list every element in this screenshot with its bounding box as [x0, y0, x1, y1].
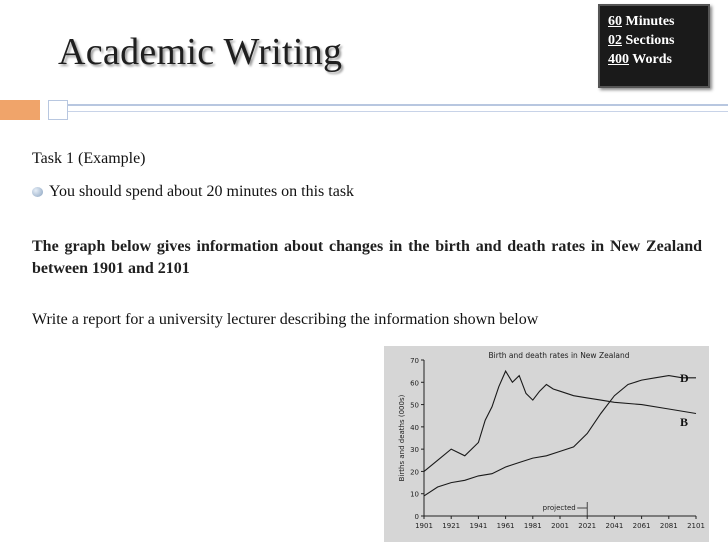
projected-annotation: projected: [542, 504, 576, 512]
x-tick-label: 2061: [632, 522, 651, 530]
x-tick-label: 1901: [415, 522, 433, 530]
y-tick-label: 60: [410, 379, 419, 388]
chart-svg: [384, 346, 709, 542]
info-minutes-value: 60: [608, 14, 622, 29]
bullet-item: [32, 183, 354, 201]
info-sections-value: 02: [608, 33, 622, 48]
birth-death-chart: [384, 346, 709, 542]
task-description: The graph below gives information about changes in the birth and death rates in New Zealand between 1901 and 2101: [32, 238, 702, 277]
series-label-b: B: [680, 415, 689, 429]
divider-line: [48, 104, 728, 106]
x-tick-label: 2001: [551, 522, 569, 530]
y-tick-label: 40: [410, 423, 419, 432]
x-tick-label: 2101: [687, 522, 705, 530]
y-tick-label: 50: [410, 401, 419, 410]
bullet-icon: [32, 187, 43, 197]
divider-line-thin: [48, 111, 728, 112]
x-tick-label: 2081: [659, 522, 678, 530]
x-tick-label: 1941: [469, 522, 488, 530]
task-heading: Task 1 (Example): [32, 150, 146, 167]
series-label-d: D: [680, 371, 689, 385]
info-row-minutes: [608, 12, 708, 31]
info-words-label: Words: [632, 52, 672, 67]
info-minutes-label: Minutes: [625, 14, 675, 29]
y-tick-label: 30: [410, 446, 419, 455]
y-tick-label: 10: [410, 490, 419, 499]
x-tick-label: 2041: [605, 522, 624, 530]
y-tick-label: 20: [410, 468, 419, 477]
y-axis-label: Births and deaths (000s): [398, 394, 406, 482]
x-tick-label: 1921: [442, 522, 461, 530]
divider-accent-block: [0, 100, 40, 120]
info-row-sections: [608, 31, 708, 50]
chart-title: Birth and death rates in New Zealand: [488, 351, 630, 360]
x-tick-label: 1961: [496, 522, 515, 530]
info-sections-label: Sections: [625, 33, 675, 48]
exam-info-box: [598, 4, 710, 88]
x-tick-label: 1981: [523, 522, 542, 530]
y-tick-label: 0: [414, 513, 419, 521]
info-words-value: 400: [608, 52, 629, 67]
chart-background: [384, 346, 709, 542]
header-divider: [0, 100, 728, 122]
x-tick-label: 2021: [578, 522, 597, 530]
y-tick-label: 70: [410, 357, 419, 365]
bullet-text: You should spend about 20 minutes on this task: [49, 183, 355, 200]
task-instruction: Write a report for a university lecturer describing the information shown below: [32, 311, 539, 328]
info-row-words: [608, 50, 708, 69]
divider-square: [48, 100, 68, 120]
slide-title: Academic Writing: [58, 31, 343, 73]
